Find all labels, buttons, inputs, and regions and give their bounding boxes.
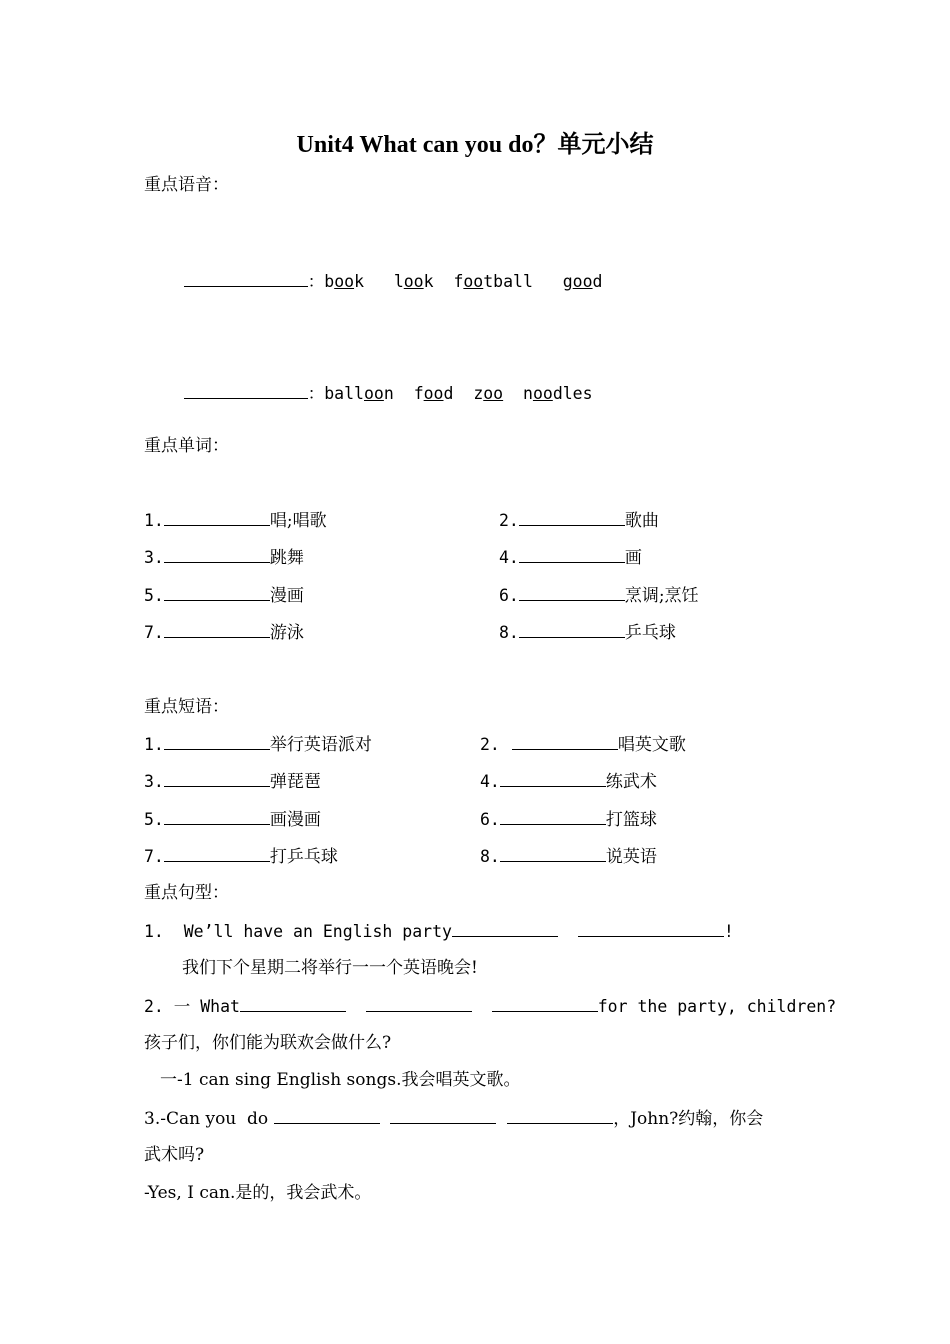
phrase-item: 6. 打篮球 (480, 810, 657, 830)
sentence-3-translation: 武术吗? (144, 1145, 205, 1165)
sentence-3: 3.-Can you do ，John?约翰，你会 (144, 1109, 764, 1129)
section-phonics-heading: 重点语音： (144, 175, 229, 195)
phonics-row-2 (144, 360, 593, 427)
answer-blank[interactable] (500, 845, 606, 862)
word-item: 3. 跳舞 (144, 548, 304, 568)
phonics-word: look (393, 272, 434, 291)
section-sentences-heading: 重点句型： (144, 883, 229, 903)
answer-blank[interactable] (519, 621, 625, 638)
word-item: 8. 乒乓球 (499, 623, 676, 643)
section-phrases-heading: 重点短语： (144, 697, 229, 717)
answer-blank[interactable] (184, 270, 308, 287)
answer-blank[interactable] (164, 770, 270, 787)
word-item: 6. 烹调;烹饪 (499, 586, 699, 606)
phrase-item: 2. 唱英文歌 (480, 735, 686, 755)
phonics-word: book (324, 272, 364, 291)
answer-blank[interactable] (164, 733, 270, 750)
answer-blank[interactable] (274, 1107, 380, 1124)
sentence-2: 2. 一 What for the party, children? (144, 997, 837, 1016)
answer-blank[interactable] (164, 546, 270, 563)
answer-blank[interactable] (366, 995, 472, 1012)
answer-blank[interactable] (240, 995, 346, 1012)
answer-blank[interactable] (184, 382, 308, 399)
answer-blank[interactable] (578, 920, 724, 937)
sentence-1-translation: 我们下个星期二将举行一一个英语晚会! (182, 958, 478, 978)
phrase-item: 7. 打乒乓球 (144, 847, 338, 867)
phonics-row-1 (144, 248, 602, 315)
answer-blank[interactable] (390, 1107, 496, 1124)
phrase-item: 1. 举行英语派对 (144, 735, 372, 755)
answer-blank[interactable] (519, 584, 625, 601)
phonics-word: food (413, 384, 454, 403)
answer-blank[interactable] (164, 584, 270, 601)
answer-blank[interactable] (164, 509, 270, 526)
answer-blank[interactable] (492, 995, 598, 1012)
answer-blank[interactable] (519, 546, 625, 563)
word-item: 2. 歌曲 (499, 511, 659, 531)
phonics-word: noodles (523, 384, 593, 403)
phonics-word: football (453, 272, 533, 291)
answer-blank[interactable] (164, 621, 270, 638)
page-title: Unit4 What can you do？单元小结 (296, 132, 654, 158)
answer-blank[interactable] (519, 509, 625, 526)
phrase-item: 3. 弹琵琶 (144, 772, 321, 792)
word-item: 1. 唱;唱歌 (144, 511, 327, 531)
answer-blank[interactable] (500, 770, 606, 787)
sentence-1: 1. We’ll have an English party ! (144, 922, 734, 941)
answer-blank[interactable] (452, 920, 558, 937)
phrase-item: 4. 练武术 (480, 772, 657, 792)
phonics-separator: ： (307, 272, 325, 291)
phonics-word: good (562, 272, 603, 291)
section-words-heading: 重点单词： (144, 436, 229, 456)
sentence-2-translation: 孩子们，你们能为联欢会做什么? (144, 1033, 392, 1053)
answer-blank[interactable] (164, 845, 270, 862)
answer-blank[interactable] (512, 733, 618, 750)
phonics-word: zoo (473, 384, 504, 403)
phonics-separator: ： (307, 384, 325, 403)
phrase-item: 8. 说英语 (480, 847, 657, 867)
phrase-item: 5. 画漫画 (144, 810, 321, 830)
sentence-3-answer: -Yes, I can.是的，我会武术。 (144, 1183, 372, 1203)
word-item: 5. 漫画 (144, 586, 304, 606)
sentence-2-answer: 一-1 can sing English songs.我会唱英文歌。 (160, 1070, 521, 1090)
phonics-word: balloon (324, 384, 394, 403)
answer-blank[interactable] (507, 1107, 613, 1124)
answer-blank[interactable] (164, 808, 270, 825)
answer-blank[interactable] (500, 808, 606, 825)
word-item: 4. 画 (499, 548, 642, 568)
word-item: 7. 游泳 (144, 623, 304, 643)
